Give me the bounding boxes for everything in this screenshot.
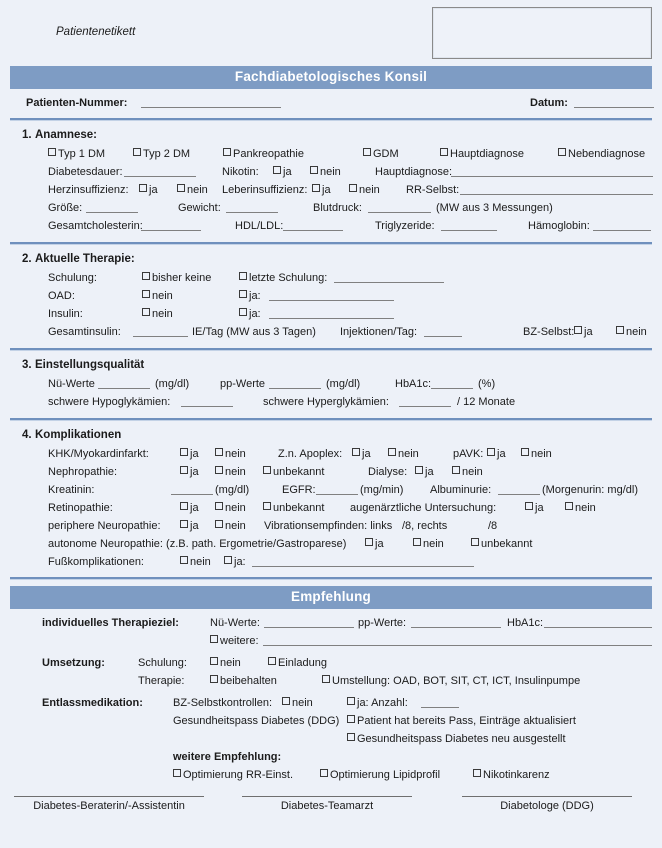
checkbox-bisher-keine[interactable]: bisher keine — [142, 269, 211, 287]
signature-line[interactable] — [462, 796, 632, 797]
checkbox-box[interactable] — [215, 520, 223, 528]
checkbox-box[interactable] — [574, 326, 582, 334]
gewicht-input[interactable] — [226, 201, 278, 213]
bz-selbst-label: BZ-Selbst: — [523, 326, 575, 339]
checkbox-box[interactable] — [239, 272, 247, 280]
therapieziel-row — [10, 614, 652, 632]
nikotin-label: Nikotin: — [222, 166, 259, 179]
checkbox-khk-ja[interactable]: ja — [180, 445, 199, 463]
patient-sticker-box[interactable] — [432, 7, 652, 59]
checkbox-box[interactable] — [273, 166, 281, 174]
therapieziel-weitere-row — [10, 632, 652, 650]
section-anamnese — [10, 125, 652, 237]
checkbox-apoplex-nein[interactable]: nein — [388, 445, 419, 463]
checkbox-optimierung-rr[interactable]: Optimierung RR-Einst. — [173, 766, 293, 784]
checkbox-box[interactable] — [365, 538, 373, 546]
therapieziel-pp-input[interactable] — [411, 616, 501, 628]
form-title-banner: Fachdiabetologisches Konsil — [10, 66, 652, 89]
checkbox-nikotin-ja[interactable]: ja — [273, 163, 292, 181]
patient-number-label: Patienten-Nummer: — [26, 97, 128, 110]
checkbox-beibehalten[interactable]: beibehalten — [210, 672, 277, 690]
oad-input[interactable] — [269, 289, 394, 301]
checkbox-box[interactable] — [239, 290, 247, 298]
labor-row — [10, 217, 652, 235]
therapieziel-hba1c-input[interactable] — [544, 616, 652, 628]
checkbox-box[interactable] — [565, 502, 573, 510]
checkbox-box[interactable] — [440, 148, 448, 156]
signature-line[interactable] — [242, 796, 412, 797]
umsetzung-therapie-row — [10, 672, 652, 690]
hypoglykaemien-label: schwere Hypoglykämien: — [48, 396, 171, 409]
checkbox-box[interactable] — [177, 184, 185, 192]
hyperglykaemien-input[interactable] — [399, 395, 451, 407]
signature-caption: Diabetes-Beraterin/-Assistentin — [33, 800, 185, 812]
section-therapie — [10, 249, 652, 343]
bz-anzahl-input[interactable] — [421, 696, 459, 708]
umsetzung-schulung-label: Schulung: — [138, 657, 187, 670]
diabetesdauer-row — [10, 163, 652, 181]
signature-zone — [0, 796, 662, 836]
checkbox-augen-nein[interactable]: nein — [565, 499, 596, 517]
checkbox-typ2-dm[interactable]: Typ 2 DM — [133, 145, 190, 163]
checkbox-box[interactable] — [180, 502, 188, 510]
nue-werte-unit: (mg/dl) — [155, 378, 190, 391]
section-einstellungsqualitaet — [10, 355, 652, 413]
egfr-label: EGFR: — [282, 484, 316, 497]
checkbox-retino-ja[interactable]: ja — [180, 499, 199, 517]
checkbox-typ1-dm[interactable]: Typ 1 DM — [48, 145, 105, 163]
checkbox-pankreopathie[interactable]: Pankreopathie — [223, 145, 304, 163]
gesundheitspass-neu-row — [10, 730, 652, 748]
khk-label: KHK/Myokardinfarkt: — [48, 448, 149, 461]
umsetzung-therapie-label: Therapie: — [138, 675, 185, 688]
checkbox-letzte-schulung[interactable]: letzte Schulung: — [239, 269, 327, 287]
checkbox-box[interactable] — [616, 326, 624, 334]
therapieziel-label: individuelles Therapieziel: — [42, 617, 179, 630]
checkbox-box[interactable] — [282, 697, 290, 705]
hdl-ldl-label: HDL/LDL: — [235, 220, 284, 233]
checkbox-box[interactable] — [363, 148, 371, 156]
therapieziel-nue-label: Nü-Werte: — [210, 617, 260, 630]
divider-after-header — [10, 118, 652, 121]
pp-werte-unit: (mg/dl) — [326, 378, 361, 391]
divider-after-einstellung — [10, 418, 652, 421]
checkbox-box[interactable] — [320, 769, 328, 777]
augenaerztliche-label: augenärztliche Untersuchung: — [350, 502, 497, 515]
hyperglykaemien-label: schwere Hyperglykämien: — [263, 396, 389, 409]
insulin-label: Insulin: — [48, 308, 83, 321]
rr-selbst-label: RR-Selbst: — [406, 184, 460, 197]
checkbox-box[interactable] — [223, 148, 231, 156]
patient-number-input[interactable] — [141, 96, 281, 108]
signature-beraterin — [14, 796, 204, 812]
checkbox-insulin-nein[interactable]: nein — [142, 305, 173, 323]
egfr-unit: (mg/min) — [360, 484, 404, 497]
insuffizienz-row — [10, 181, 652, 199]
checkbox-umsetzung-schulung-nein[interactable]: nein — [210, 654, 241, 672]
nephropathie-row — [10, 463, 652, 481]
checkbox-pass-bereits[interactable]: Patient hat bereits Pass, Einträge aktualisiert — [347, 712, 576, 730]
schulung-row — [10, 269, 652, 287]
retinopathie-row — [10, 499, 652, 517]
checkbox-box[interactable] — [310, 166, 318, 174]
per-12-monate: / 12 Monate — [457, 396, 516, 409]
checkbox-box[interactable] — [173, 769, 181, 777]
checkbox-apoplex-ja[interactable]: ja — [352, 445, 371, 463]
therapieziel-hba1c-label: HbA1c: — [507, 617, 544, 630]
checkbox-box[interactable] — [180, 520, 188, 528]
checkbox-bz-selbst-ja[interactable]: ja — [574, 323, 593, 341]
checkbox-nikotin-nein[interactable]: nein — [310, 163, 341, 181]
checkbox-periph-nein[interactable]: nein — [215, 517, 246, 535]
checkbox-box[interactable] — [133, 148, 141, 156]
glykaemien-row — [10, 393, 652, 411]
signature-caption: Diabetologe (DDG) — [500, 800, 594, 812]
checkbox-pavk-ja[interactable]: ja — [487, 445, 506, 463]
ie-tag-note: IE/Tag (MW aus 3 Tagen) — [192, 326, 316, 339]
checkbox-box[interactable] — [322, 675, 330, 683]
checkbox-bz-kontrollen-nein[interactable]: nein — [282, 694, 313, 712]
section-anamnese-title: 1. Anamnese: — [22, 129, 97, 142]
oad-row — [10, 287, 652, 305]
checkbox-nephro-nein[interactable]: nein — [215, 463, 246, 481]
checkbox-box[interactable] — [521, 448, 529, 456]
checkbox-box[interactable] — [139, 184, 147, 192]
checkbox-gdm[interactable]: GDM — [363, 145, 399, 163]
insulin-row — [10, 305, 652, 323]
egfr-input[interactable] — [316, 483, 358, 495]
checkbox-box[interactable] — [347, 733, 355, 741]
bz-selbstkontrollen-label: BZ-Selbstkontrollen: — [173, 697, 273, 710]
periphere-neuropathie-label: periphere Neuropathie: — [48, 520, 161, 533]
checkbox-box[interactable] — [215, 448, 223, 456]
checkbox-optimierung-lipid[interactable]: Optimierung Lipidprofil — [320, 766, 440, 784]
date-label: Datum: — [530, 97, 568, 110]
haemoglobin-input[interactable] — [593, 219, 651, 231]
checkbox-autonom-nein[interactable]: nein — [413, 535, 444, 553]
checkbox-box[interactable] — [239, 308, 247, 316]
autonome-neuropathie-label: autonome Neuropathie: (z.B. path. Ergometrie/Gastroparese) — [48, 538, 347, 551]
diabetesdauer-label: Diabetesdauer: — [48, 166, 123, 179]
weitere-empfehlung-title-row — [10, 748, 652, 766]
dialyse-label: Dialyse: — [368, 466, 408, 479]
checkbox-box[interactable] — [473, 769, 481, 777]
checkbox-augen-ja[interactable]: ja — [525, 499, 544, 517]
blutdruck-note: (MW aus 3 Messungen) — [436, 202, 553, 215]
khk-row — [10, 445, 652, 463]
checkbox-oad-nein[interactable]: nein — [142, 287, 173, 305]
checkbox-periph-ja[interactable]: ja — [180, 517, 199, 535]
checkbox-box[interactable] — [415, 466, 423, 474]
checkbox-insulin-ja[interactable]: ja: — [239, 305, 261, 323]
vibration-right-value: /8 — [488, 520, 498, 533]
divider-after-therapie — [10, 348, 652, 351]
herzinsuffizienz-label: Herzinsuffizienz: — [48, 184, 129, 197]
section-therapie-title: 2. Aktuelle Therapie: — [22, 253, 135, 266]
triglyzeride-label: Triglyzeride: — [375, 220, 435, 233]
date-input[interactable] — [574, 96, 654, 108]
hdl-ldl-input[interactable] — [283, 219, 343, 231]
section-komplikationen — [10, 425, 652, 573]
checkbox-box[interactable] — [215, 502, 223, 510]
checkbox-box[interactable] — [312, 184, 320, 192]
patient-number-row — [10, 94, 652, 113]
pavk-label: pAVK: — [453, 448, 484, 461]
checkbox-fuss-nein[interactable]: nein — [180, 553, 211, 571]
checkbox-umstellung[interactable]: Umstellung: OAD, BOT, SIT, CT, ICT, Insulinpumpe — [322, 672, 580, 690]
hauptdiagnose-label: Hauptdiagnose: — [375, 166, 453, 179]
hba1c-label: HbA1c: — [395, 378, 432, 391]
checkbox-oad-ja[interactable]: ja: — [239, 287, 261, 305]
checkbox-khk-nein[interactable]: nein — [215, 445, 246, 463]
checkbox-box[interactable] — [224, 556, 232, 564]
fusskomplikationen-label: Fußkomplikationen: — [48, 556, 144, 569]
checkbox-box[interactable] — [142, 290, 150, 298]
pp-werte-input[interactable] — [269, 377, 321, 389]
gesundheitspass-label: Gesundheitspass Diabetes (DDG) — [173, 715, 340, 728]
checkbox-leber-nein[interactable]: nein — [349, 181, 380, 199]
pp-werte-label: pp-Werte — [220, 378, 266, 391]
checkbox-box[interactable] — [210, 657, 218, 665]
blutdruck-label: Blutdruck: — [313, 202, 362, 215]
umsetzung-label: Umsetzung: — [42, 657, 105, 670]
checkbox-box[interactable] — [388, 448, 396, 456]
checkbox-box[interactable] — [180, 466, 188, 474]
nephropathie-label: Nephropathie: — [48, 466, 118, 479]
divider-after-komplikationen — [10, 577, 652, 580]
checkbox-pavk-nein[interactable]: nein — [521, 445, 552, 463]
checkbox-box[interactable] — [558, 148, 566, 156]
gesamtcholesterin-input[interactable] — [141, 219, 201, 231]
blutdruck-input[interactable] — [368, 201, 431, 213]
checkbox-retino-nein[interactable]: nein — [215, 499, 246, 517]
diabetesdauer-input[interactable] — [124, 165, 196, 177]
checkbox-hauptdiagnose[interactable]: Hauptdiagnose — [440, 145, 524, 163]
checkbox-nebendiagnose[interactable]: Nebendiagnose — [558, 145, 645, 163]
patient-label-zone — [10, 0, 652, 66]
checkbox-leber-ja[interactable]: ja — [312, 181, 331, 199]
entlassmedikation-row — [10, 694, 652, 712]
retinopathie-label: Retinopathie: — [48, 502, 113, 515]
empfehlung-banner: Empfehlung — [10, 586, 652, 609]
hypoglykaemien-input[interactable] — [181, 395, 233, 407]
checkbox-box[interactable] — [180, 448, 188, 456]
umsetzung-schulung-row — [10, 654, 652, 672]
checkbox-box[interactable] — [471, 538, 479, 546]
leberinsuffizienz-label: Leberinsuffizienz: — [222, 184, 308, 197]
checkbox-box[interactable] — [347, 697, 355, 705]
checkbox-box[interactable] — [263, 466, 271, 474]
weitere-empfehlung-options-row — [10, 766, 652, 784]
letzte-schulung-input[interactable] — [334, 271, 444, 283]
albuminurie-unit: (Morgenurin: mg/dl) — [542, 484, 638, 497]
checkbox-box[interactable] — [347, 715, 355, 723]
section-komplikationen-title: 4. Komplikationen — [22, 429, 122, 442]
signature-teamarzt — [242, 796, 412, 812]
checkbox-box[interactable] — [263, 502, 271, 510]
gesamtinsulin-row — [10, 323, 652, 341]
gesamtcholesterin-label: Gesamtcholesterin: — [48, 220, 143, 233]
nue-werte-label: Nü-Werte — [48, 378, 95, 391]
therapieziel-nue-input[interactable] — [264, 616, 354, 628]
triglyzeride-input[interactable] — [441, 219, 497, 231]
checkbox-retino-unbekannt[interactable]: unbekannt — [263, 499, 324, 517]
checkbox-box[interactable] — [180, 556, 188, 564]
therapieziel-pp-label: pp-Werte: — [358, 617, 407, 630]
checkbox-box[interactable] — [452, 466, 460, 474]
hauptdiagnose-input[interactable] — [451, 165, 653, 177]
vibration-left-value: /8, rechts — [402, 520, 448, 533]
nue-werte-input[interactable] — [98, 377, 150, 389]
checkbox-box[interactable] — [487, 448, 495, 456]
gesundheitspass-row — [10, 712, 652, 730]
checkbox-box[interactable] — [352, 448, 360, 456]
weitere-empfehlung-label: weitere Empfehlung: — [173, 751, 282, 764]
section-einstellung-title: 3. Einstellungsqualität — [22, 359, 145, 372]
gesamtinsulin-label: Gesamtinsulin: — [48, 326, 121, 339]
checkbox-bz-kontrollen-ja[interactable]: ja: Anzahl: — [347, 694, 408, 712]
checkbox-box[interactable] — [413, 538, 421, 546]
gewicht-label: Gewicht: — [178, 202, 221, 215]
rr-selbst-input[interactable] — [460, 183, 653, 195]
checkbox-box[interactable] — [210, 675, 218, 683]
diabetes-type-row — [10, 145, 652, 163]
hba1c-unit: (%) — [478, 378, 496, 391]
entlassmedikation-label: Entlassmedikation: — [42, 697, 143, 710]
hba1c-input[interactable] — [431, 377, 473, 389]
schulung-label: Schulung: — [48, 272, 97, 285]
albuminurie-input[interactable] — [498, 483, 540, 495]
fusskomplikationen-row — [10, 553, 652, 571]
kreatinin-label: Kreatinin: — [48, 484, 95, 497]
vibration-label: Vibrationsempfinden: links — [264, 520, 393, 533]
checkbox-box[interactable] — [142, 272, 150, 280]
insulin-input[interactable] — [269, 307, 394, 319]
checkbox-fuss-ja[interactable]: ja: — [224, 553, 246, 571]
albuminurie-label: Albuminurie: — [430, 484, 492, 497]
checkbox-dialyse-ja[interactable]: ja — [415, 463, 434, 481]
apoplex-label: Z.n. Apoplex: — [278, 448, 343, 461]
checkbox-box[interactable] — [210, 635, 218, 643]
checkbox-herz-ja[interactable]: ja — [139, 181, 158, 199]
checkbox-nikotinkarenz[interactable]: Nikotinkarenz — [473, 766, 550, 784]
haemoglobin-label: Hämoglobin: — [528, 220, 590, 233]
checkbox-pass-neu[interactable]: Gesundheitspass Diabetes neu ausgestellt — [347, 730, 566, 748]
autonome-neuropathie-row — [10, 535, 652, 553]
checkbox-autonom-unbekannt[interactable]: unbekannt — [471, 535, 532, 553]
injektionen-input[interactable] — [424, 325, 462, 337]
messwerte-row — [10, 199, 652, 217]
groesse-label: Größe: — [48, 202, 83, 215]
divider-after-anamnese — [10, 242, 652, 245]
checkbox-dialyse-nein[interactable]: nein — [452, 463, 483, 481]
checkbox-box[interactable] — [215, 466, 223, 474]
werte-row — [10, 375, 652, 393]
checkbox-nephro-unbekannt[interactable]: unbekannt — [263, 463, 324, 481]
weitere-input[interactable] — [263, 634, 652, 646]
checkbox-bz-selbst-nein[interactable]: nein — [616, 323, 647, 341]
checkbox-box[interactable] — [48, 148, 56, 156]
checkbox-weitere[interactable]: weitere: — [210, 632, 259, 650]
signature-line[interactable] — [14, 796, 204, 797]
fusskomplikationen-input[interactable] — [252, 555, 474, 567]
kreatinin-unit: (mg/dl) — [215, 484, 250, 497]
injektionen-label: Injektionen/Tag: — [340, 326, 418, 339]
checkbox-autonom-ja[interactable]: ja — [365, 535, 384, 553]
checkbox-nephro-ja[interactable]: ja — [180, 463, 199, 481]
section-empfehlung — [10, 609, 652, 786]
checkbox-box[interactable] — [349, 184, 357, 192]
periphere-neuropathie-row — [10, 517, 652, 535]
patient-label-hint: Patientenetikett — [56, 26, 136, 38]
checkbox-umsetzung-einladung[interactable]: Einladung — [268, 654, 327, 672]
signature-diabetologe — [462, 796, 632, 812]
kreatinin-row — [10, 481, 652, 499]
checkbox-box[interactable] — [268, 657, 276, 665]
checkbox-box[interactable] — [525, 502, 533, 510]
gesamtinsulin-input[interactable] — [133, 325, 188, 337]
oad-label: OAD: — [48, 290, 75, 303]
checkbox-herz-nein[interactable]: nein — [177, 181, 208, 199]
checkbox-box[interactable] — [142, 308, 150, 316]
groesse-input[interactable] — [86, 201, 138, 213]
kreatinin-input[interactable] — [171, 483, 213, 495]
signature-caption: Diabetes-Teamarzt — [280, 800, 374, 812]
